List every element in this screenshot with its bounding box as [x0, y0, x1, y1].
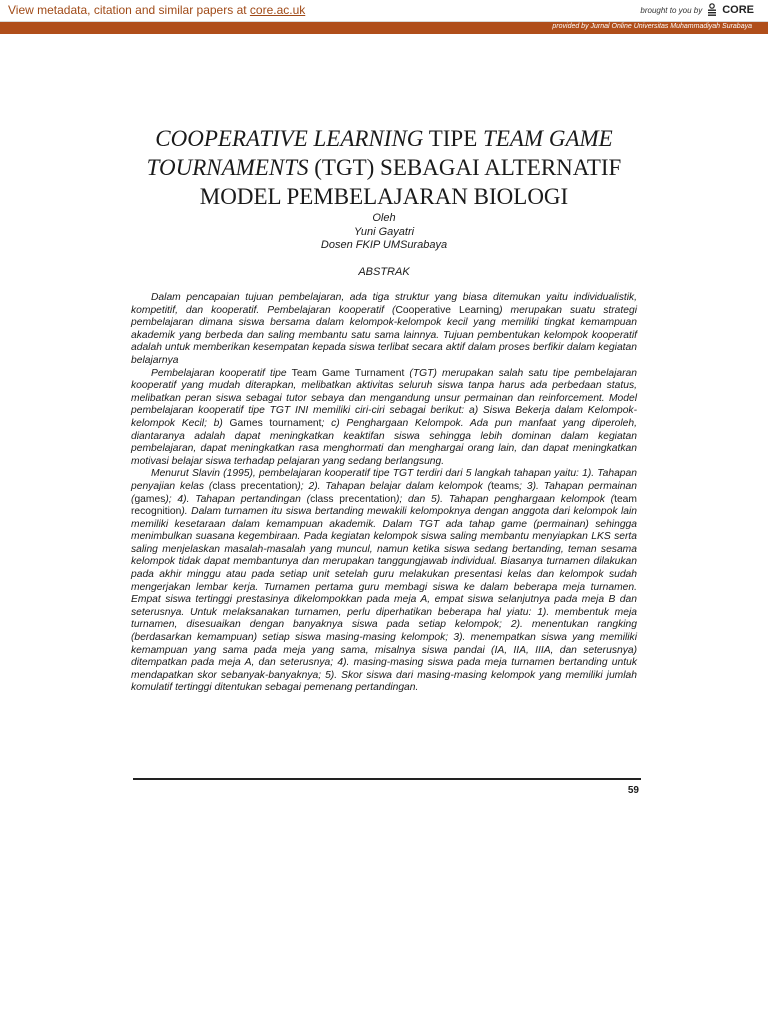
title-line2-italic: TOURNAMENTS: [146, 155, 309, 180]
core-logo-icon: [706, 3, 718, 17]
metadata-text: View metadata, citation and similar papers at: [8, 3, 250, 17]
author-oleh: Oleh: [372, 212, 396, 224]
author-block: [184, 212, 584, 253]
title-line1-italic2: TEAM GAME: [483, 126, 613, 151]
author-affiliation: Dosen FKIP UMSurabaya: [320, 239, 448, 252]
core-banner: [0, 0, 768, 22]
footer-rule: [133, 778, 641, 780]
core-link[interactable]: core.ac.uk: [249, 3, 306, 17]
core-brought-by[interactable]: [640, 3, 754, 17]
abstract-body: [131, 292, 637, 695]
paragraph-3: Menurut Slavin (1995), pembelajaran kooperatif tipe TGT terdiri dari 5 langkah tahapan yaitu: 1). Tahapan penyajian kelas (class precentation); 2). Tahapan belajar dalam kelompok (teams; 3). Tahapan permainan (games); 4). Tahapan pertandingan (class precentation); dan 5). Tahapan penghargaan kelompok (team recognition). Dalam turnamen itu siswa bertanding mewakili kelompoknya dengan anggota dari kelompok lain memiliki kesetaraan dalam kemampuan akademik. Dalam TGT ada tahap game (permainan) sehingga menimbulkan suasana kegembiraan. Pada kegiatan kelompok siswa saling membantu menyiapkan LKS serta saling menjelaskan masalah-masalah yang muncul, namun ketika siswa sedang bertanding, teman sesama kelompok tidak dapat membantunya dan merupakan tanggungjawab individual. Biasanya turnamen dilakukan pada akhir minggu atau pada setiap unit setelah guru melakukan presentasi kelas dan kelompok sudah mengerjakan lembar kerja. Turnamen pertama guru membagi siswa ke dalam beberapa meja turnamen. Empat siswa tertinggi prestasinya dikelompokkan pada meja A, empat siswa selanjutnya pada meja B dan seterusnya. Untuk melaksanakan turnamen, perlu diperhatikan beberapa hal yiatu: 1). membentuk meja turnamen, disesuaikan dengan banyaknya siswa pada setiap kelompok; 2). menentukan rangking (berdasarkan kemampuan) setiap siswa masing-masing kelompok; 3). menempatkan siswa yang memiliki kemampuan yang sama pada meja yang sama, misalnya siswa pandai (IA, IIA, IIIA, dan seterusnya) ditempatkan pada meja A, dan seterusnya; 4). masing-masing siswa pada meja turnamen bertanding untuk mendapatkan skor sebanyak-banyaknya; 5). Skor siswa dari masing-masing kelompok yang memiliki jumlah komulatif tertinggi ditentukan sebagai pemenang pertandingan.: [131, 468, 637, 694]
core-metadata-link[interactable]: [8, 3, 305, 17]
paragraph-2: Pembelajaran kooperatif tipe Team Game Turnament (TGT) merupakan salah satu tipe pembelajaran kooperatif yang mudah diterapkan, melibatkan aktivitas seluruh siswa tanpa harus ada perbedaan status, melibatkan peran siswa sebagai tutor sebaya dan mengandung unsur permainan dan reinforcement. Model pembelajaran kooperatif tipe TGT INI memiliki ciri-ciri sebagai berikut: a) Siswa Bekerja dalam Kelompok-kelompok Kecil; b) Games tournament; c) Penghargaan Kelompok. Ada pun manfaat yang diperoleh, diantaranya adalah dapat meningkatkan keaktifan siswa sehingga lebih dominan dalam kegiatan pembelajaran, dapat meningkatkan rasa menghormati dan menghargai orang lain, dan dapat meningkatkan motivasi belajar siswa terhadap pelajaran yang sedang berlangsung.: [131, 367, 637, 467]
paragraph-1: Dalam pencapaian tujuan pembelajaran, ada tiga struktur yang biasa ditemukan yaitu individualistik, kompetitif, dan kooperatif. Pembelajaran kooperatif (Cooperative Learning) merupakan suatu strategi pembelajaran dimana siswa bersama dalam kelompok-kelompok kecil yang memiliki tingkat kemampuan akademik yang berbeda dan saling membantu satu sama lainnya. Tujuan pembentukan kelompok kooperatif adalah untuk memberikan kesempatan kepada siswa terlibat secara aktif dalam proses berfikir dalam kegiatan belajarnya: [131, 292, 637, 366]
brought-by-text: brought to you by: [640, 5, 703, 15]
core-provider-strip: [0, 22, 768, 34]
author-name: Yuni Gayatri: [353, 225, 415, 238]
title-line2-plain: (TGT) SEBAGAI ALTERNATIF: [308, 155, 622, 180]
abstract-heading: ABSTRAK: [358, 266, 410, 278]
paper-title: [110, 124, 658, 211]
page-number: 59: [627, 785, 639, 796]
core-logo-text: CORE: [722, 4, 754, 16]
title-line3: MODEL PEMBELAJARAN BIOLOGI: [199, 184, 569, 209]
title-line1-plain: TIPE: [423, 126, 484, 151]
title-line1-italic: COOPERATIVE LEARNING: [155, 126, 424, 151]
provided-by-text[interactable]: provided by Jurnal Online Universitas Muhammadiyah Surabaya: [552, 23, 752, 30]
